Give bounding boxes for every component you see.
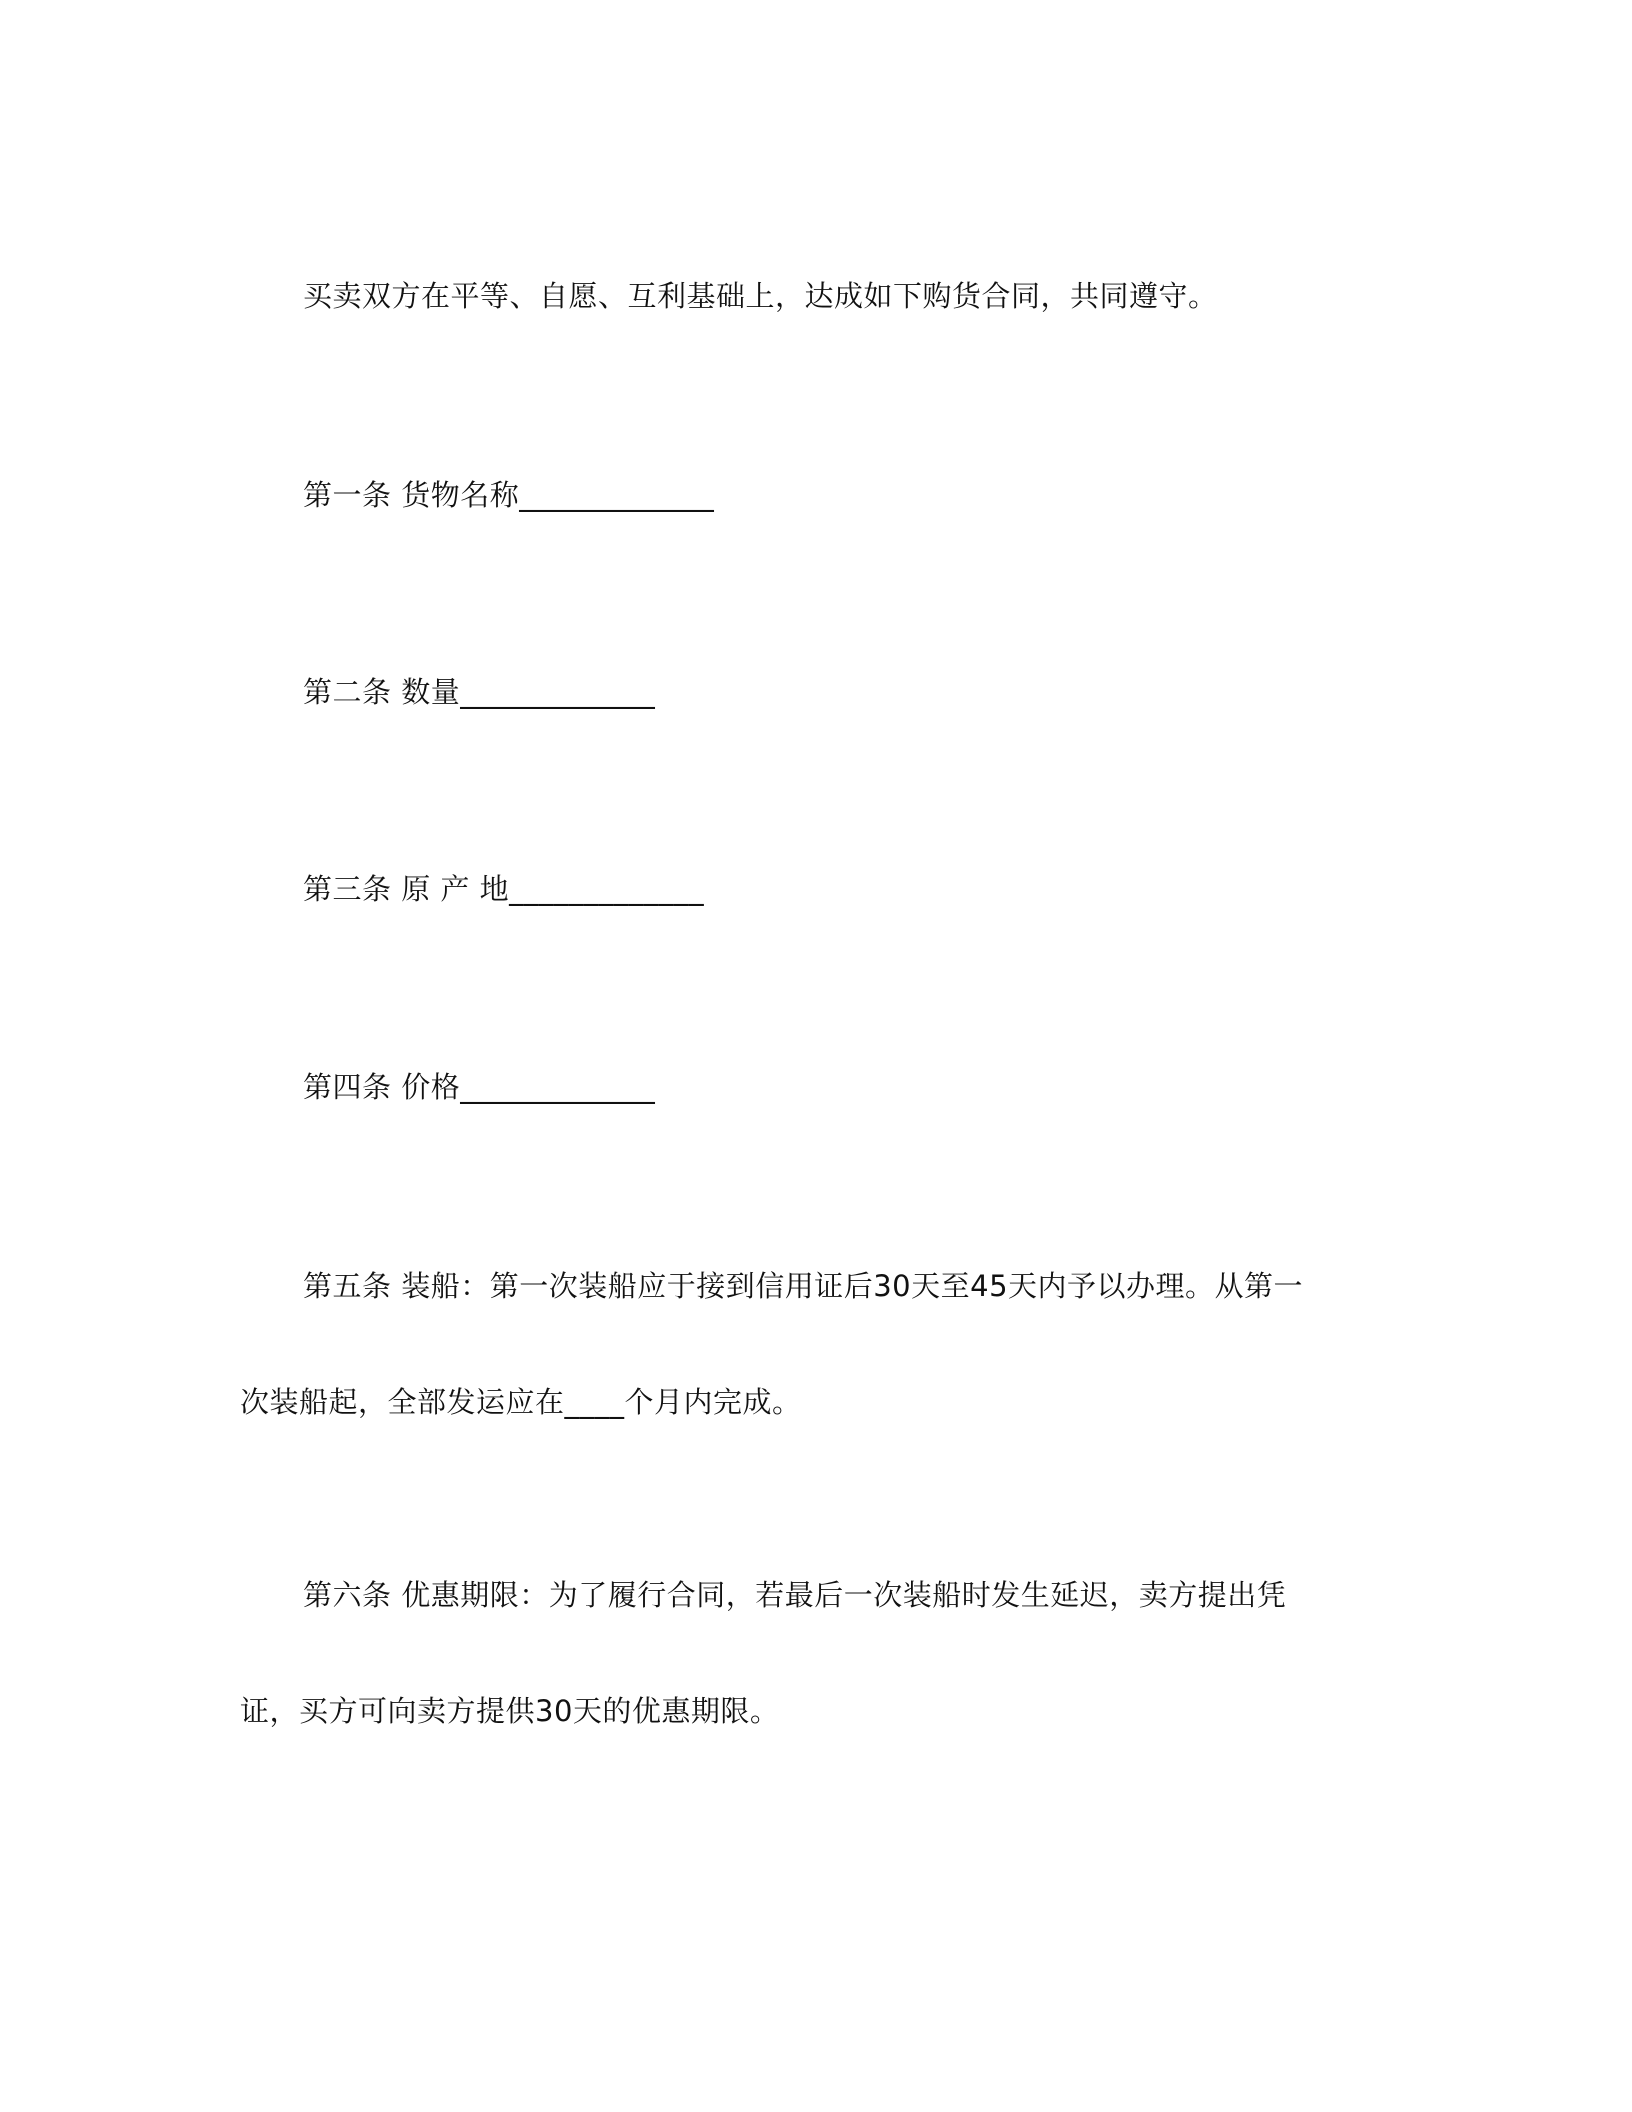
article-5-line-1: 第五条 装船：第一次装船应于接到信用证后30天至45天内予以办理。从第一 <box>303 1269 1304 1303</box>
article-4-price: 第四条 价格_____________ <box>303 1070 656 1104</box>
contract-intro-paragraph: 买卖双方在平等、自愿、互利基础上，达成如下购货合同，共同遵守。 <box>303 279 1218 313</box>
article-6-line-1: 第六条 优惠期限：为了履行合同，若最后一次装船时发生延迟，卖方提出凭 <box>303 1578 1287 1612</box>
article-2-quantity: 第二条 数量_____________ <box>303 675 656 709</box>
article-5-shipment <box>240 1228 1390 1460</box>
article-3-origin: 第三条 原 产 地_____________ <box>303 872 705 906</box>
article-1-goods-name: 第一条 货物名称_____________ <box>303 478 715 512</box>
article-6-grace-period <box>240 1537 1390 1769</box>
article-6-line-2: 证，买方可向卖方提供30天的优惠期限。 <box>240 1694 780 1728</box>
article-5-line-2: 次装船起，全部发运应在____个月内完成。 <box>240 1385 802 1419</box>
